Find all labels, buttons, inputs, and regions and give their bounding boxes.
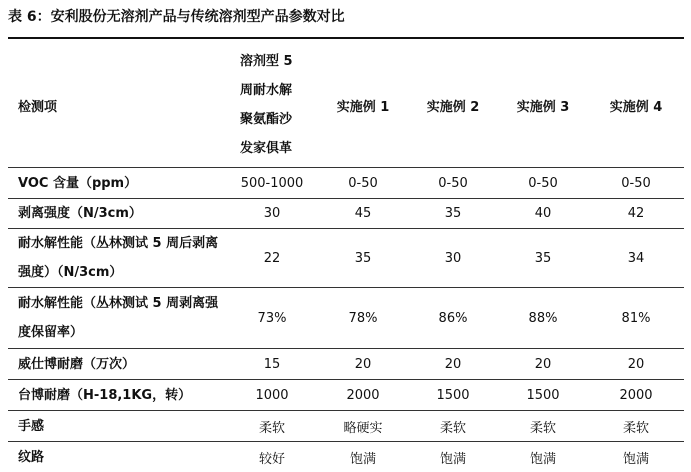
cell-value: 20 xyxy=(408,349,498,380)
cell-value: 2000 xyxy=(318,380,408,411)
row-label: 手感 xyxy=(8,411,226,442)
cell-value: 0-50 xyxy=(588,168,684,199)
cell-value: 0-50 xyxy=(318,168,408,199)
row-label: 纹路 xyxy=(8,442,226,472)
row-label: VOC 含量（ppm） xyxy=(8,168,226,199)
cell-value: 20 xyxy=(498,349,588,380)
table-row xyxy=(8,199,684,229)
cell-value: 78% xyxy=(318,288,408,349)
row-label: 威仕博耐磨（万次） xyxy=(8,349,226,380)
header-example-2: 实施例 2 xyxy=(408,43,498,168)
row-label: 耐水解性能（丛林测试 5 周后剥离强度）（N/3cm） xyxy=(8,229,226,288)
cell-value: 500-1000 xyxy=(226,168,318,199)
cell-value: 34 xyxy=(588,229,684,288)
cell-value: 86% xyxy=(408,288,498,349)
header-solvent-product-text: 溶剂型 5 周耐水解聚氨酯沙发家俱革 xyxy=(240,47,304,163)
table-caption: 表 6：安利股份无溶剂产品与传统溶剂型产品参数对比 xyxy=(8,6,684,28)
cell-value: 1500 xyxy=(498,380,588,411)
row-label: 剥离强度（N/3cm） xyxy=(8,199,226,229)
table-row xyxy=(8,288,684,349)
cell-value: 35 xyxy=(318,229,408,288)
table-top-rule xyxy=(8,37,684,39)
row-label: 耐水解性能（丛林测试 5 周剥离强度保留率） xyxy=(8,288,226,349)
cell-value: 22 xyxy=(226,229,318,288)
table-row xyxy=(8,229,684,288)
header-example-3: 实施例 3 xyxy=(498,43,588,168)
header-test-item: 检测项 xyxy=(8,43,226,168)
cell-value: 30 xyxy=(226,199,318,229)
cell-value: 饱满 xyxy=(408,442,498,472)
cell-value: 较好 xyxy=(226,442,318,472)
table-row xyxy=(8,380,684,411)
header-example-4: 实施例 4 xyxy=(588,43,684,168)
cell-value: 30 xyxy=(408,229,498,288)
header-example-1: 实施例 1 xyxy=(318,43,408,168)
cell-value: 45 xyxy=(318,199,408,229)
cell-value: 35 xyxy=(498,229,588,288)
table-row xyxy=(8,168,684,199)
header-solvent-product xyxy=(226,43,318,168)
cell-value: 柔软 xyxy=(498,411,588,442)
cell-value: 42 xyxy=(588,199,684,229)
cell-value: 88% xyxy=(498,288,588,349)
cell-value: 2000 xyxy=(588,380,684,411)
cell-value: 20 xyxy=(588,349,684,380)
cell-value: 20 xyxy=(318,349,408,380)
cell-value: 73% xyxy=(226,288,318,349)
cell-value: 饱满 xyxy=(588,442,684,472)
cell-value: 饱满 xyxy=(318,442,408,472)
cell-value: 柔软 xyxy=(588,411,684,442)
table-row xyxy=(8,411,684,442)
cell-value: 略硬实 xyxy=(318,411,408,442)
cell-value: 40 xyxy=(498,199,588,229)
cell-value: 0-50 xyxy=(498,168,588,199)
cell-value: 柔软 xyxy=(226,411,318,442)
table-row xyxy=(8,349,684,380)
cell-value: 1000 xyxy=(226,380,318,411)
cell-value: 饱满 xyxy=(498,442,588,472)
cell-value: 35 xyxy=(408,199,498,229)
cell-value: 15 xyxy=(226,349,318,380)
cell-value: 1500 xyxy=(408,380,498,411)
cell-value: 0-50 xyxy=(408,168,498,199)
cell-value: 柔软 xyxy=(408,411,498,442)
cell-value: 81% xyxy=(588,288,684,349)
row-label: 台博耐磨（H-18,1KG，转） xyxy=(8,380,226,411)
table-header-row xyxy=(8,43,684,168)
comparison-table xyxy=(8,43,684,472)
